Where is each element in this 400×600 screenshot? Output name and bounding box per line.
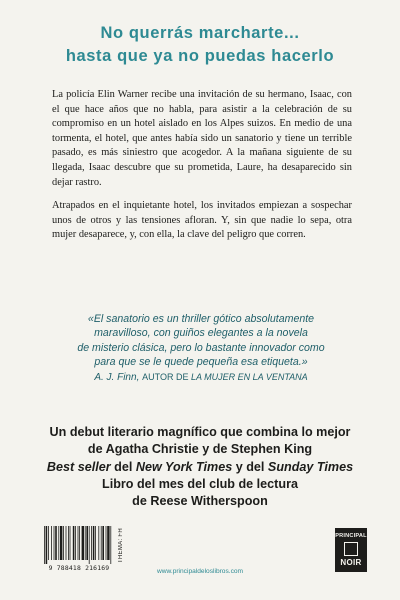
barcode-bar [63,526,64,560]
quote-author-book: LA MUJER EN LA VENTANA [190,371,308,382]
synopsis [52,88,352,252]
quote-author-of: AUTOR DE [142,371,191,382]
barcode-bar [106,526,107,560]
publisher-logo [335,528,367,572]
accolade-line-3 [0,459,400,476]
barcode-bar [75,526,76,560]
tagline [0,22,400,68]
synopsis-paragraph-1: La policía Elin Warner recibe una invitación de su hermano, Isaac, con el que hace años que no habla, para asistir a la celebración de su compromiso en un hotel aislado en los Alpes suizos. En medio de una tormenta, el hotel, que antes había sido un sanatorio y tiene un terrible pasado, es más siniestro que acogedor. A la mañana siguiente de su llegada, Isaac descubre que su prometida, Laure, ha desaparecido sin dejar rastro. [52,89,352,188]
quote-line-1 [38,312,364,326]
publisher-url[interactable]: www.principaldeloslibros.com [156,568,244,575]
logo-bottom-text: NOIR [340,558,362,567]
logo-square-icon [344,542,358,556]
accolade-nyt: New York Times [135,459,233,474]
barcode-bar [86,526,88,560]
barcode-bar [95,526,96,560]
barcode-bar [78,526,79,560]
logo-top-text: PRINCIPAL [335,533,367,539]
accolade-line-4: Libro del mes del club de lectura [102,476,298,491]
quote-book-title: El sanatorio [93,313,150,325]
quote-attribution [38,370,364,385]
accolade-y-del: y del [232,459,268,474]
barcode-bar [66,526,67,560]
barcode-bar [51,526,52,560]
accolade-del: del [110,459,136,474]
barcode-bar [60,526,62,560]
accolade-line-2: de Agatha Christie y de Stephen King [87,442,313,457]
barcode-bar [89,526,90,564]
barcode-bar [91,526,92,560]
barcode-bar [54,526,55,560]
barcode-number: 9 788418 216169 [48,564,110,572]
quote-genre: thriller [181,313,211,325]
barcode-bar [107,526,109,560]
barcode-bar [58,526,59,560]
quote-segment-2: gótico absolutamente [210,313,315,325]
barcode-bar [98,526,99,560]
barcode-bar [101,526,102,560]
barcode-bar [55,526,57,560]
quote-open-mark: « [87,313,94,325]
barcode-bar [44,526,45,564]
synopsis-paragraph-2: Atrapados en el inquietante hotel, los invitados empiezan a sospechar unos de otros y las tensiones afloran. Y, sin que nadie lo sepa, otra mujer desaparece, y, con ella, la clave del peligro que corren. [52,200,352,241]
quote-line-2: maravilloso, con guiños elegantes a la novela [94,327,308,340]
quote-line-3: de misterio clásica, pero lo bastante innovador como [77,341,325,354]
quote-author: A. J. Finn [94,371,137,383]
barcode-bar [93,526,95,560]
review-quote [38,312,364,385]
barcode-bar [48,526,49,560]
barcode-bar [85,526,86,560]
barcode-bar [46,526,48,564]
barcode-bars [42,526,114,564]
barcode-bar [73,526,75,560]
accolade-line-1: Un debut literario magnífico que combina lo mejor [49,425,351,439]
tagline-line-1: No querrás marcharte... [100,24,300,42]
accolade-sunday-times: Sunday Times [267,459,354,474]
barcode-bar [68,526,69,560]
thema-code: THEMA: FH [118,528,124,564]
quote-line-4: para que se le quede pequeña esa etiqueta.» [94,356,308,369]
quote-author-separator: , [136,371,143,383]
accolade-line-5: de Reese Witherspoon [132,494,268,509]
barcode-bar [110,526,111,564]
barcode-bar [70,526,71,560]
accolades [0,424,400,510]
barcode-bar [82,526,84,560]
barcode-bar [79,526,80,560]
quote-segment-1: es un [149,313,182,325]
barcode-bar [102,526,104,560]
accolade-best-seller: Best seller [46,459,111,474]
tagline-line-2: hasta que ya no puedas hacerlo [65,47,335,65]
